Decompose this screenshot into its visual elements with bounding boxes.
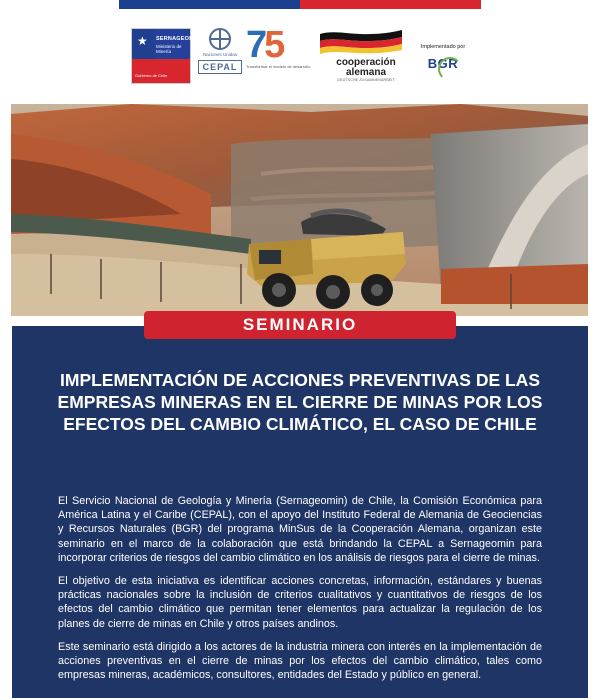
top-bar-red bbox=[300, 0, 481, 9]
top-bar-blue bbox=[119, 0, 300, 9]
partner-logos bbox=[0, 22, 600, 92]
gobierno-chile-logo: ★ SERNAGEOMIN Ministerio de Minería Gobierno de Chile bbox=[131, 28, 191, 84]
bgr-logo: Implementado por BGR bbox=[410, 44, 476, 86]
objective-paragraph: El objetivo de esta iniciativa es identificar acciones concretas, información, estándares y buenas prácticas nacionales sobre la inclusión de criterios cualitativos y cuantitativos de riesgos de los efectos del cambio climático que permitan tener elementos para actualizar la regulación de los planes de cierre de minas en Chile y otros países andinos. bbox=[58, 575, 542, 630]
seminario-badge: SEMINARIO bbox=[144, 311, 456, 339]
seminar-title: IMPLEMENTACIÓN DE ACCIONES PREVENTIVAS DE LAS EMPRESAS MINERAS EN EL CIERRE DE MINAS POR LOS EFECTOS DEL CAMBIO CLIMÁTICO, EL CASO DE CHILE bbox=[57, 370, 543, 434]
german-flag-icon bbox=[320, 28, 402, 54]
intro-paragraph: El Servicio Nacional de Geología y Minería (Sernageomin) de Chile, la Comisión Económica para América Latina y el Caribe (CEPAL), con el apoyo del Instituto Federal de Alemania de Geociencias y Recursos Naturales (BGR) del programa MinSus de la Cooperación Alemana, organizan este seminario en el marco de la colaboración que está brindando la CEPAL a Sernageomin para incorporar criterios de riesgos del cambio climático en los análisis de riesgos para el cierre de minas. bbox=[58, 495, 542, 564]
mining-photo bbox=[11, 104, 588, 316]
cooperacion-alemana-logo: cooperación alemana DEUTSCHE ZUSAMMENARBEIT bbox=[320, 28, 412, 86]
audience-paragraph: Este seminario está dirigido a los actores de la industria minera con interés en la implementación de acciones preventivas en el cierre de minas por los efectos del cambio climático, tales como empresas mineras, académicos, consultores, entidades del Estado y público en general. bbox=[58, 641, 542, 682]
cepal-logo: Naciones Unidas CEPAL bbox=[198, 28, 242, 84]
top-color-bar bbox=[119, 0, 481, 9]
bgr-ring-icon bbox=[438, 57, 462, 81]
un-globe-icon bbox=[209, 28, 231, 50]
anniversary-number: 75 bbox=[246, 24, 283, 66]
anniversary-75-logo: 75 Transformar el modelo de desarrollo bbox=[246, 24, 311, 69]
star-icon: ★ bbox=[137, 34, 148, 48]
